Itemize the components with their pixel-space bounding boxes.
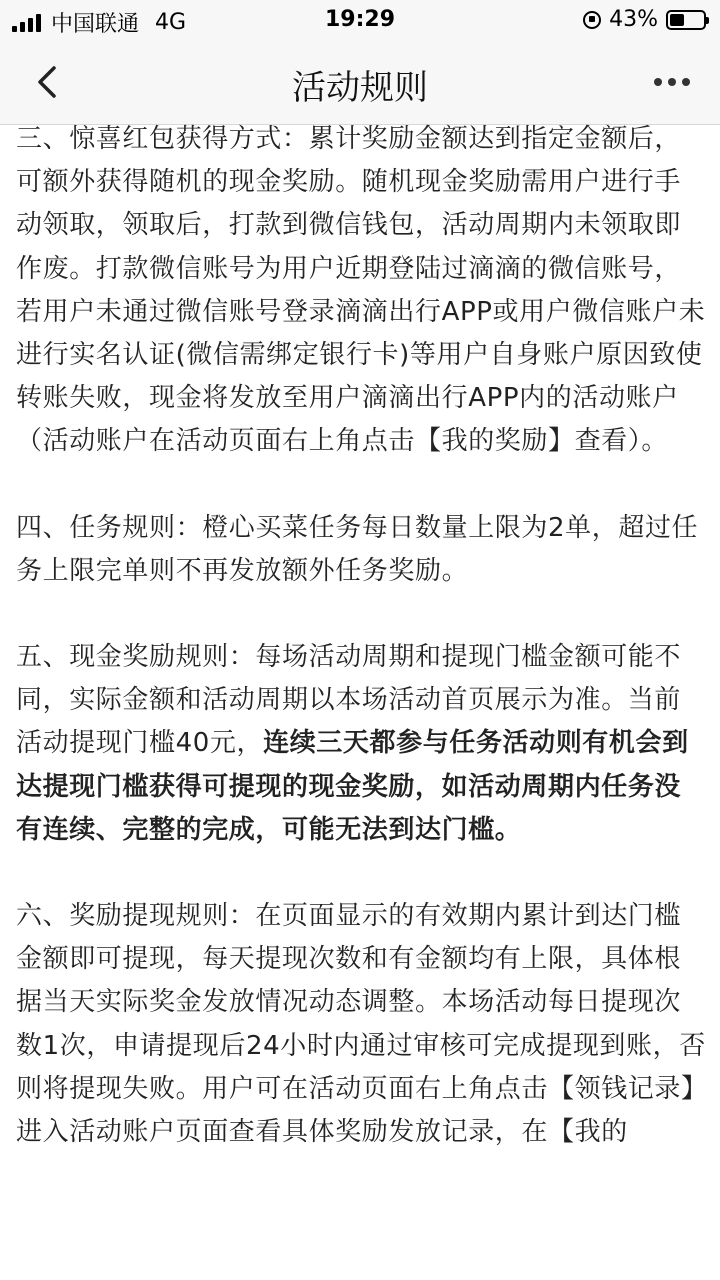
status-bar	[0, 0, 720, 40]
nav-bar	[0, 40, 720, 125]
rule-section-3: 三、惊喜红包获得方式：累计奖励金额达到指定金额后，可额外获得随机的现金奖励。随机现金奖励需用户进行手动领取，领取后，打款到微信钱包，活动周期内未领取即作废。打款微信账号为用户近期登陆过滴滴的微信账号，若用户未通过微信账号登录滴滴出行APP或用户微信账户未进行实名认证(微信需绑定银行卡)等用户自身账户原因致使转账失败，现金将发放至用户滴滴出行APP内的活动账户（活动账户在活动页面右上角点击【我的奖励】查看）。	[16, 124, 706, 457]
status-time: 19:29	[324, 7, 396, 32]
more-icon[interactable]	[654, 78, 690, 86]
rule-section-6: 六、奖励提现规则：在页面显示的有效期内累计到达门槛金额即可提现，每天提现次数和有金额均有上限，具体根据当天实际奖金发放情况动态调整。本场活动每日提现次数1次，申请提现后24小时内通过审核可完成提现到账，否则将提现失败。用户可在活动页面右上角点击【领钱记录】进入活动账户页面查看具体奖励发放记录，在【我的	[16, 901, 706, 1148]
rule-5-text: 五、现金奖励规则：每场活动周期和提现门槛金额可能不同，实际金额和活动周期以本场活动首页展示为准。当前活动提现门槛40元，	[16, 642, 682, 759]
status-right	[583, 7, 706, 32]
rules-content	[16, 118, 706, 1197]
rule-5-emphasis: 连续三天都参与任务活动则有机会到达提现门槛获得可提现的现金奖励，如活动周期内任务没有连续、完整的完成，可能无法到达门槛。	[16, 728, 689, 845]
battery-fill	[670, 14, 684, 26]
network-label: 4G	[155, 10, 187, 35]
rule-section-4: 四、任务规则：橙心买菜任务每日数量上限为2单，超过任务上限完单则不再发放额外任务奖励。	[16, 512, 699, 586]
battery-percent: 43%	[609, 7, 658, 32]
battery-icon	[666, 10, 706, 30]
carrier-label: 中国联通	[51, 12, 140, 37]
page-title: 活动规则	[292, 68, 428, 108]
orientation-lock-icon	[583, 11, 601, 29]
rule-section-5	[16, 636, 706, 852]
